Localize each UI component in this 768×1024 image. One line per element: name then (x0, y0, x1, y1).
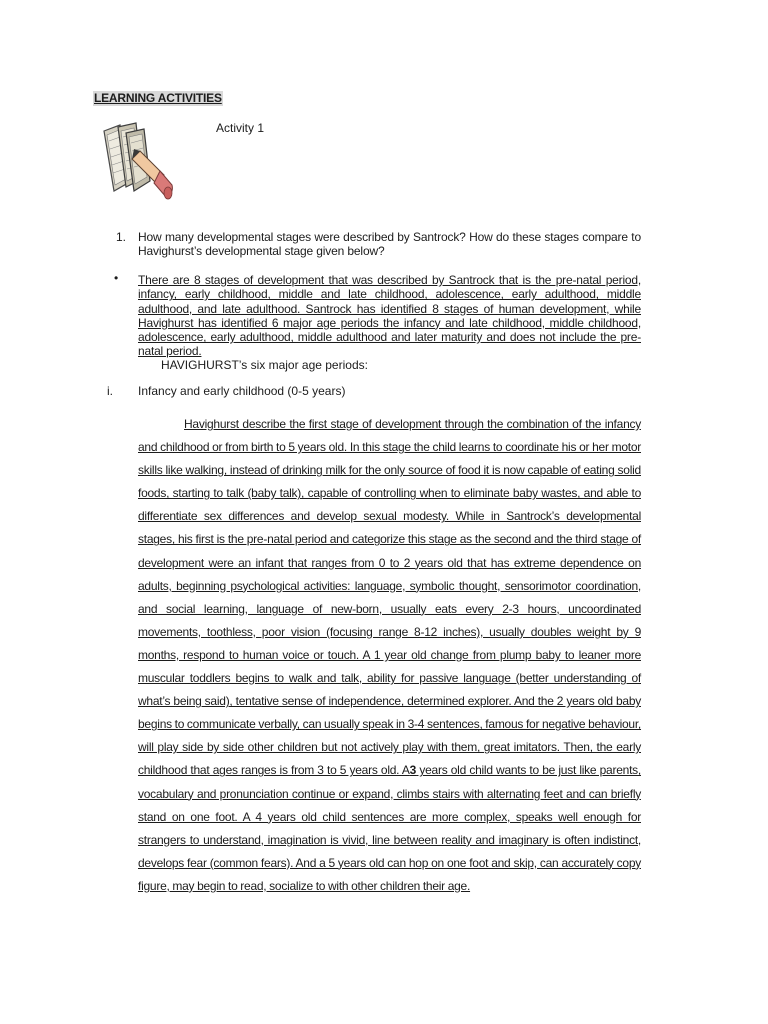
question-text: How many developmental stages were described by Santrock? How do these stages compare to Havighurst’s developmental stage given below? (138, 230, 641, 258)
answer-text: There are 8 stages of development that was described by Santrock that is the pre-natal period, infancy, early childhood, middle and late childhood, adolescence, early adulthood, middle adulthood, and late adulthood. Santrock has identified 8 stages of human development, while Havighurst has identified 6 major age periods the infancy and late childhood, middle childhood, adolescence, early adulthood, middle adulthood and later maturity and does not include the pre-natal period. (138, 273, 641, 359)
paragraph-bold-number: 3 (409, 763, 417, 778)
paragraph-text-part1: Havighurst describe the first stage of development through the combination of the infancy and childhood or from birth to 5 years old. In this stage the child learns to coordinate his or her motor skills like walking, instead of drinking milk for the only source of food it is now capable of eating solid foods, starting to talk (baby talk), capable of controlling when to eliminate baby wastes, and able to differentiate sex differences and develop sexual modesty. While in Santrock’s developmental stages, his first is the pre-natal period and categorize this stage as the second and the third stage of development were an infant that ranges from 0 to 2 years old that has extreme dependence on adults, beginning psychological activities: language, symbolic thought, sensorimotor coordination, and social learning, language of new-born, usually eats every 2-3 hours, uncoordinated movements, toothless, poor vision (focusing range 8-12 inches), usually doubles weight by 9 months, respond to human voice or touch. A 1 year old change from plump baby to leaner more muscular toddlers begins to walk and talk, ability for passive language (better understanding of what’s being said), tentative sense of independence, determined explorer. And the 2 years old baby begins to communicate verbally, can usually speak in 3-4 sentences, famous for negative behaviour, will play side by side other children but not actively play with them, great imitators. Then, the early childhood that ages ranges is from 3 to 5 years old. A (138, 417, 642, 778)
periods-heading: HAVIGHURST’s six major age periods: (161, 358, 368, 372)
paragraph-text-part2: years old child wants to be just like parents, vocabulary and pronunciation continue or expand, climbs stairs with alternating feet and can briefly stand on one foot. A 4 years old child sentences are more complex, speaks well enough for strangers to understand, imagination is vivid, line between reality and imaginary is often indistinct, develops fear (common fears). And a 5 years old can hop on one foot and skip, can accurately copy figure, may begin to read, socialize to with other children their age. (138, 763, 641, 893)
activity-label: Activity 1 (216, 121, 265, 135)
stage-numeral: i. (107, 384, 113, 398)
stage-description-paragraph (138, 413, 641, 898)
books-and-pencil-icon (98, 121, 174, 203)
question-number: 1. (116, 230, 127, 244)
section-heading: LEARNING ACTIVITIES (94, 91, 222, 105)
bullet-icon: • (114, 271, 119, 285)
stage-title: Infancy and early childhood (0-5 years) (138, 384, 346, 398)
